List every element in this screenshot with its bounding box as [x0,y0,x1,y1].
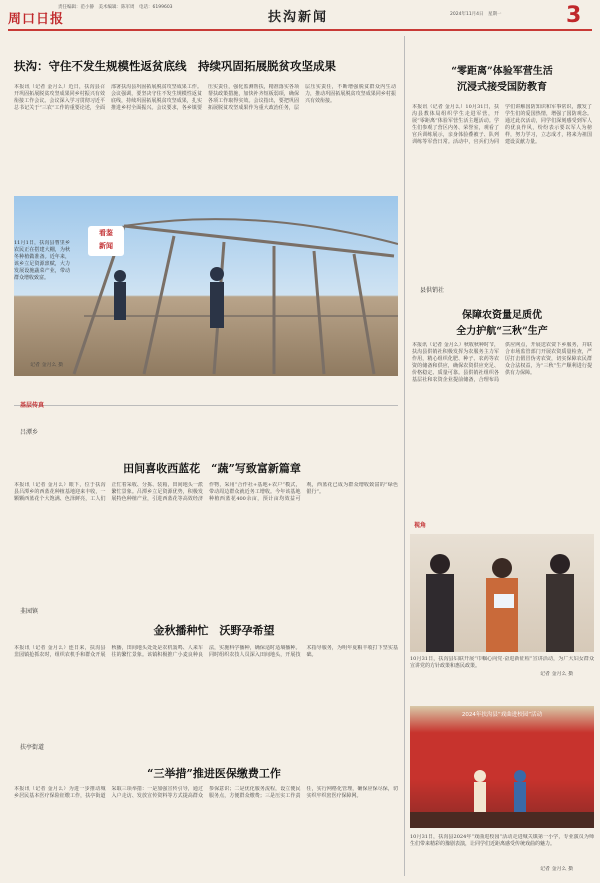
right-top-headline-1: “零距离”体验军营生活 [451,66,553,77]
story-2-headline: 金秋播种忙 沃野孕希望 [153,624,275,637]
right-photo-credit: 记者 金月么 摄 [540,671,574,677]
story-3-headline: “三举措”推进医保缴费工作 [147,767,281,780]
right-photo-caption: 10月31日，扶沟县妇联开展“巾帼心向党·奋进新征程”宣讲活动，为广大妇女群众宣讲党的方针政策和惠民政策。 [410,656,594,669]
feature-credit: 记者 金月么 摄 [30,362,64,368]
bottom-photo-credit: 记者 金月么 摄 [540,866,574,872]
lead-headline: 扶沟：守住不发生规模性返贫底线 持续巩固拓展脱贫攻坚成果 [14,59,336,73]
story-3-body: 本报讯（记者 金月么）为进一步推动城乡居民基本医疗保险征缴工作，扶亭街道采取三项举措：一是加强宣传引导，通过入户走访、发放宣传资料等方式提高群众参保意识；二是优化服务流程，设立便民服务点，方便群众缴费；三是压实工作责任，实行网格化管理，确保应保尽保，切实织牢织密医疗保障网。 [14,786,398,799]
page-number: 3 [566,3,582,28]
feature-caption: 11月1日，扶沟县曹里乡农民正在搭建大棚，为秋冬种植做准备。近年来，该乡立足资源禀赋，大力发展设施蔬菜产业，带动群众增收致富。 [14,240,70,281]
bottom-photo-caption: 10月31日，扶沟县2024年“戏曲进校园”活动走进城关镇第一小学，专业演员为师生们带来精彩的豫剧表演，让同学们近距离感受传统戏曲的魅力。 [410,834,594,847]
badge-line-1: 看鉴 [99,229,113,237]
newspaper-logo: 周口日报 [8,12,65,27]
story-2-body: 本报讯（记者 金月么）连日来，扶沟县韭园镇抢抓农时，组织农机手和群众开展秋播，田间地头处处是农机轰鸣、人来车往的繁忙景象。该镇积极推广小麦良种良法，实施科学播种，确保适时适墒播种。同时组织农技人员深入田间地头，开展技术指导服务，为明年夏粮丰收打下坚实基础。 [14,645,398,658]
story-1-headline: 田间喜收西蓝花 “蔬”写致富新篇章 [123,462,301,475]
right-mid-headline-1: 保障农资量足质优 [462,310,542,321]
story-1-body: 本报讯（记者 金月么）眼下，位于扶沟县吕潭乡的西蓝花种植基地迎来丰收，一颗颗西蓝花个大饱满、色泽鲜亮，工人们正忙着采收、分拣、装箱，田间地头一派繁忙景象。吕潭乡立足资源优势，积极发展特色种植产业，引进西蓝花等高效经济作物，采用“合作社+基地+农户”模式，带动周边群众就近务工增收。今年该基地种植西蓝花400余亩，预计亩均效益可观，西蓝花已成为群众增收致富的“绿色银行”。 [14,482,398,502]
shijiao-badge: 视角 [414,522,427,529]
story-1-place: 吕潭乡 [20,429,39,436]
right-mid-place: 县供销社 [420,287,445,294]
story-2-place: 韭园镇 [20,608,39,615]
women-photo [410,534,594,652]
right-top-headline-2: 沉浸式接受国防教育 [457,82,547,93]
badge-line-2: 新闻 [99,242,113,250]
story-3-place: 扶亭街道 [20,744,45,751]
vertical-divider [404,36,405,876]
kanjian-badge [88,226,124,256]
lead-body: 本报讯（记者 金月么）近日，扶沟县召开巩固拓展脱贫攻坚成果同乡村振兴有效衔接工作会议。会议深入学习贯彻习近平总书记关于“三农”工作的重要论述，全面部署扶沟县巩固拓展脱贫攻坚成果工作。会议强调，要坚决守住不发生规模性返贫底线，持续巩固拓展脱贫攻坚成果，扎实推进乡村全面振兴。会议要求，各乡镇要压实责任，强化监测帮扶，精准落实各项帮扶政策措施，加快补齐短板弱项，确保各项工作取得实效。会议指出，要把巩固拓展脱贫攻坚成果作为重大政治任务，层层压实责任，不断增强脱贫群众内生动力，推动巩固拓展脱贫攻坚成果同乡村振兴有效衔接。 [14,84,396,111]
right-mid-headline-2: 全力护航“三秋”生产 [456,326,548,337]
greenhouse-photo [14,196,398,376]
column-divider [14,405,398,406]
editor-info: 责任编辑：范小静 美术编辑：陈军周 电话：6199603 [58,5,173,10]
masthead [0,0,600,30]
opera-banner: 2024年扶沟县“戏曲进校园”活动 [461,712,543,718]
issue-date: 2024年11月4日 星期一 [450,12,502,17]
section-title: 扶沟新闻 [268,10,329,25]
header-rule [8,29,592,31]
right-mid-body: 本报讯（记者 金月么）秋收秋种时节，扶沟县供销社积极发挥为农服务主力军作用，精心组织化肥、种子、农药等农资的储备和供应，确保农资供应充足、价格稳定、质量可靠。县供销社组织各基层社和农资企业提前储备，合理布局供应网点，开展送农资下乡服务，并联合市场监管部门开展农资质量检查，严厉打击假冒伪劣农资，切实保障农民群众合法权益，为“三秋”生产顺利进行提供有力保障。 [412,342,592,383]
right-top-body: 本报讯（记者 金月么）10月31日，扶沟县教体局组织学生走进军营，开展“零距离”体验军营生活主题活动。学生们参观了营区内务、荣誉室，观看了官兵训练展示，亲身体验叠被子、队列训练等军营日常。活动中，官兵们为同学们讲解国防知识和军事常识，激发了学生们的爱国热情，增强了国防观念。通过此次活动，同学们深刻感受到军人的优良作风，纷纷表示要以军人为榜样，努力学习，立志成才，将来为祖国建设贡献力量。 [412,104,592,145]
opera-photo [410,706,594,828]
column-head: 基层传真 [20,402,45,409]
